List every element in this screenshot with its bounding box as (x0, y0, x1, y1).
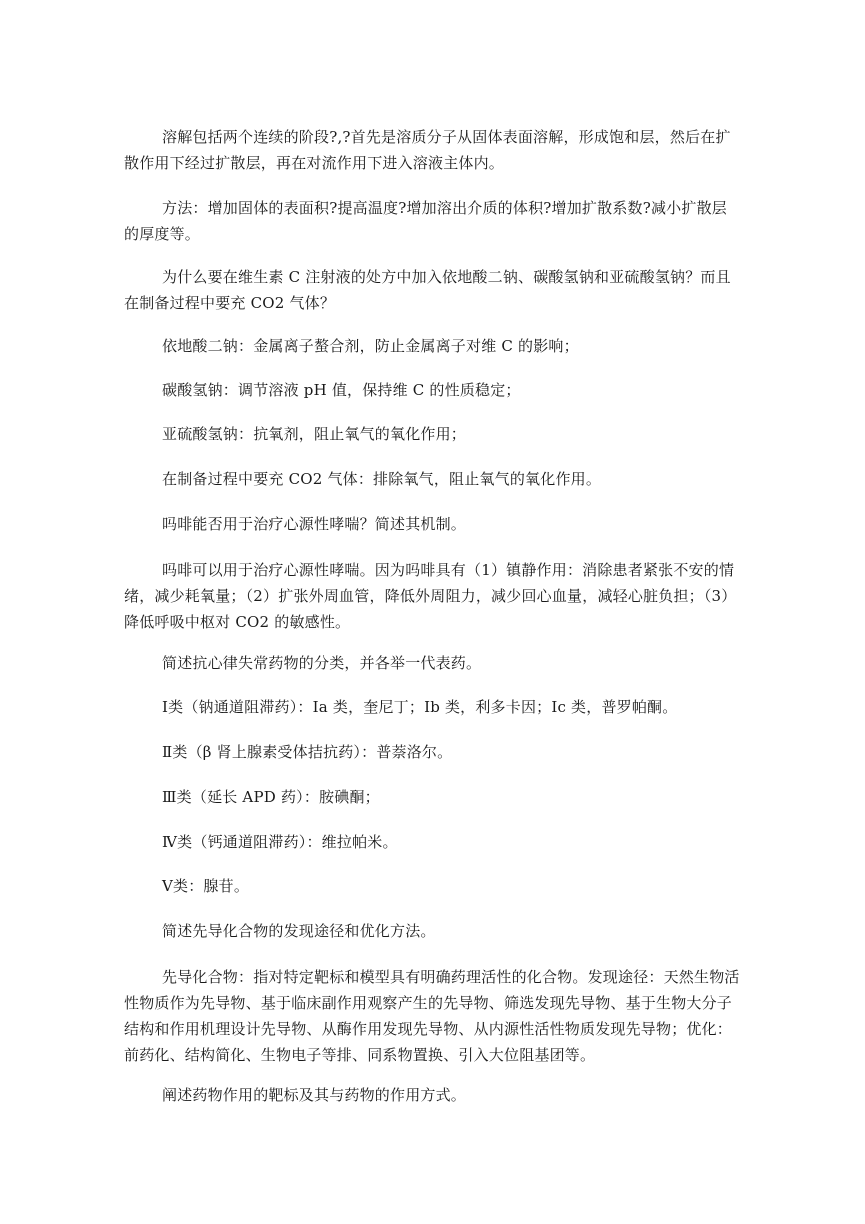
paragraph-vitamin-c-question: 为什么要在维生素 C 注射液的处方中加入依地酸二钠、碳酸氢钠和亚硫酸氢钠？而且在制备过程中要充 CO2 气体？ (124, 268, 731, 312)
paragraph-class-4: Ⅳ类（钙通道阻滞药）：维拉帕米。 (162, 833, 398, 851)
paragraph-class-3: Ⅲ类（延长 APD 药）：胺碘酮； (162, 788, 380, 806)
paragraph-class-2: Ⅱ类（β 肾上腺素受体拮抗药）：普萘洛尔。 (162, 743, 453, 761)
paragraph-drug-target-question: 阐述药物作用的靶标及其与药物的作用方式。 (162, 1086, 467, 1104)
paragraph-class-5: Ⅴ类：腺苷。 (162, 877, 250, 895)
paragraph-lead-compound-question: 简述先导化合物的发现途径和优化方法。 (162, 922, 436, 940)
paragraph-co2-answer: 在制备过程中要充 CO2 气体：排除氧气，阻止氧气的氧化作用。 (162, 470, 602, 488)
paragraph-morphine-answer: 吗啡可以用于治疗心源性哮喘。因为吗啡具有（1）镇静作用：消除患者紧张不安的情绪，减少耗氧量；（2）扩张外周血管，降低外周阻力，减少回心血量，减轻心脏负担；（3）降低呼吸中枢对 CO2 的敏感性。 (124, 561, 737, 631)
paragraph-class-1: Ⅰ类（钠通道阻滞药）：Ⅰa 类，奎尼丁；Ⅰb 类，利多卡因；Ⅰc 类，普罗帕酮。 (162, 698, 678, 716)
paragraph-morphine-question: 吗啡能否用于治疗心源性哮喘？简述其机制。 (162, 515, 467, 533)
paragraph-dissolution-stages: 溶解包括两个连续的阶段?,?首先是溶质分子从固体表面溶解，形成饱和层，然后在扩散作用下经过扩散层，再在对流作用下进入溶液主体内。 (124, 128, 731, 172)
paragraph-bicarbonate-answer: 碳酸氢钠：调节溶液 pH 值，保持维 C 的性质稳定； (162, 381, 521, 399)
paragraph-lead-compound-answer: 先导化合物：指对特定靶标和模型具有明确药理活性的化合物。发现途径：天然生物活性物质作为先导物、基于临床副作用观察产生的先导物、筛选发现先导物、基于生物大分子结构和作用机理设计先导物、从酶作用发现先导物、从内源性活性物质发现先导物；优化：前药化、结构简化、生物电子等排、同系物置换、引入大位阻基团等。 (124, 968, 740, 1064)
paragraph-bisulfite-answer: 亚硫酸氢钠：抗氧剂，阻止氧气的氧化作用； (162, 425, 467, 443)
paragraph-dissolution-methods: 方法：增加固体的表面积?提高温度?增加溶出介质的体积?增加扩散系数?减小扩散层的厚度等。 (124, 199, 727, 243)
paragraph-antiarrhythmic-question: 简述抗心律失常药物的分类，并各举一代表药。 (162, 654, 482, 672)
paragraph-edta-answer: 依地酸二钠：金属离子螯合剂，防止金属离子对维 C 的影响； (162, 337, 579, 355)
